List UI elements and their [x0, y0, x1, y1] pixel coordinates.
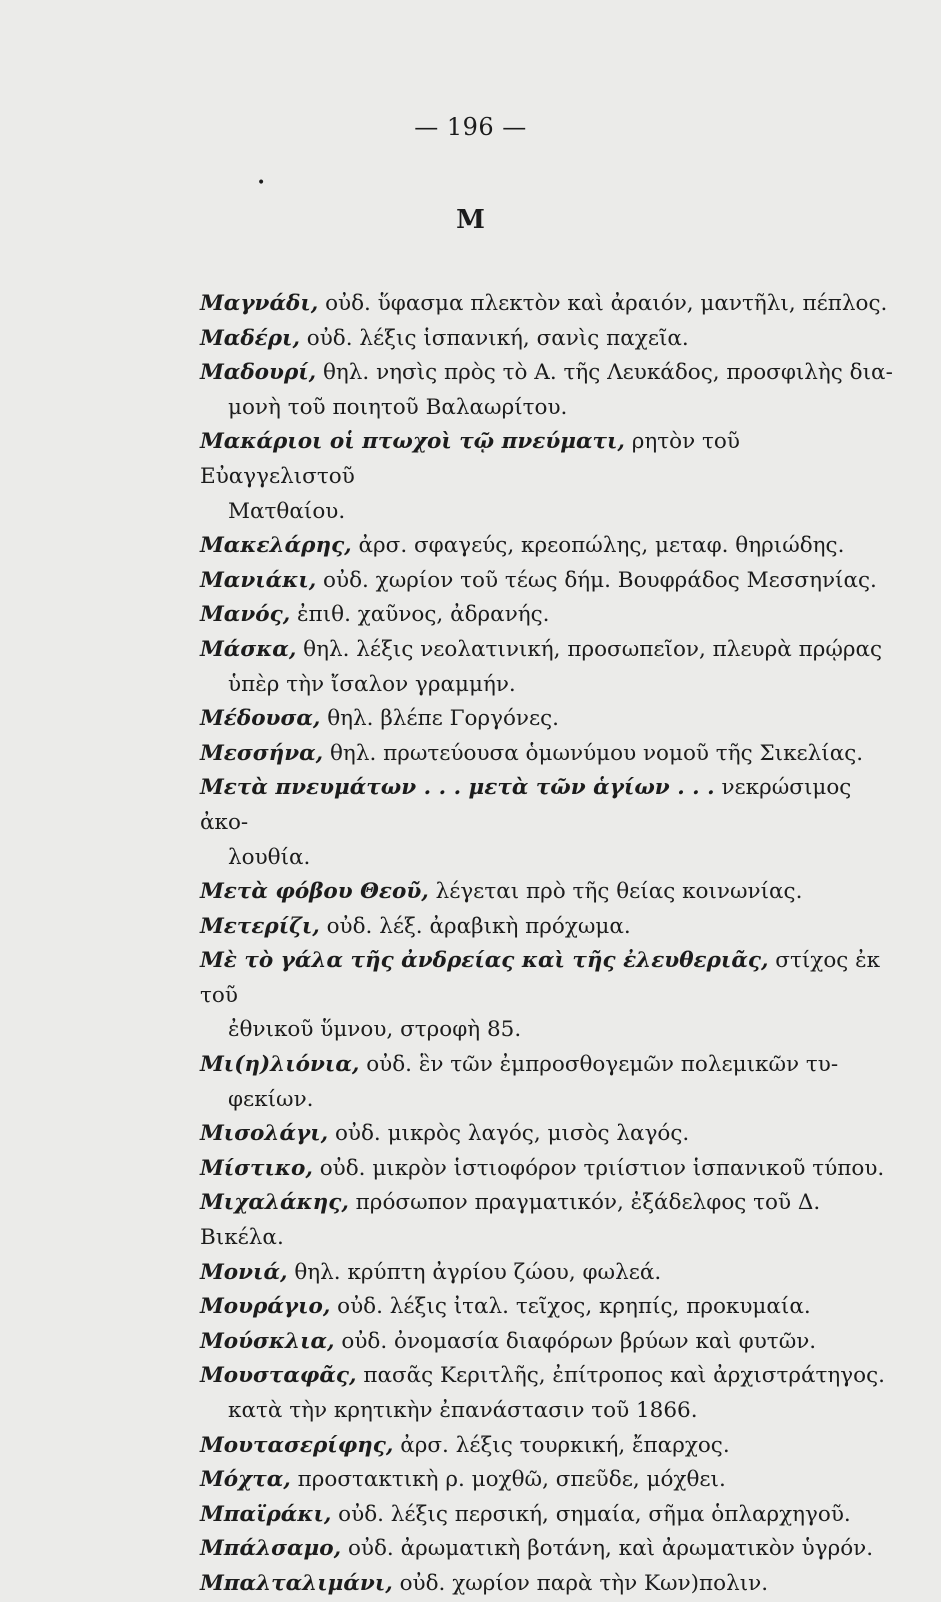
entry-headword: Μαδέρι, [200, 325, 300, 351]
glossary-entry [200, 1325, 900, 1360]
entry-continuation: ἐθνικοῦ ὕμνου, στροφὴ 85. [228, 1017, 522, 1043]
entry-definition: οὐδ. ὕφασμα πλεκτὸν καὶ ἀραιόν, μαντῆλι, πέπλος. [318, 291, 888, 316]
entry-definition: ἀρσ. σφαγεύς, κρεοπώλης, μεταφ. θηριώδης. [351, 533, 845, 559]
glossary-entry [200, 1567, 900, 1602]
entry-definition: οὐδ. χωρίον παρὰ τὴν Κων)πολιν. [392, 1570, 769, 1596]
entry-headword: Μεσσήνα, [200, 740, 324, 766]
entry-definition: θηλ. κρύπτη ἀγρίου ζώου, φωλεά. [287, 1259, 662, 1285]
entry-headword: Μετὰ φόβου Θεοῦ, [200, 879, 429, 905]
entry-definition: οὐδ. λέξις ἱσπανική, σανὶς παχεῖα. [299, 325, 689, 351]
entry-definition: οὐδ. ὀνομασία διαφόρων βρύων καὶ φυτῶν. [334, 1328, 817, 1354]
glossary-entry [200, 771, 900, 875]
entry-headword: Μουράγιο, [200, 1294, 331, 1320]
glossary-entry [200, 529, 900, 564]
entry-definition: οὐδ. χωρίον τοῦ τέως δήμ. Βουφράδος Μεσσηνίας. [316, 567, 877, 593]
entry-headword: Μακάριοι οἱ πτωχοὶ τῷ πνεύματι, [200, 429, 625, 455]
entry-definition: ἐπιθ. χαῦνος, ἀδρανής. [290, 602, 550, 628]
entry-headword: Μίστικο, [200, 1155, 313, 1181]
glossary-entry [200, 875, 900, 910]
glossary-entry [200, 1532, 900, 1567]
entry-definition: ρητὸν τοῦ Εὐαγγελιστοῦ [200, 429, 740, 489]
entry-definition: οὐδ. λέξ. ἀραβικὴ πρόχωμα. [319, 913, 631, 939]
entry-continuation: λουθία. [228, 844, 311, 870]
entry-headword: Μέδουσα, [200, 706, 321, 732]
entry-definition: οὐδ. ἀρωματικὴ βοτάνη, καὶ ἀρωματικὸν ὑγρόν. [341, 1536, 874, 1562]
glossary-entry [200, 1152, 900, 1187]
glossary-entry [200, 1498, 900, 1533]
entry-definition: πρόσωπον πραγματικόν, ἐξάδελφος τοῦ Δ. Βικέλα. [200, 1190, 821, 1251]
glossary-entry [200, 356, 900, 425]
glossary-entry [200, 1359, 900, 1428]
entry-headword: Μανιάκι, [200, 567, 317, 593]
entry-definition: νεκρώσιμος ἀκο- [200, 775, 852, 835]
entry-definition: οὐδ. λέξις ἰταλ. τεῖχος, κρηπίς, προκυμαία. [330, 1294, 811, 1320]
entry-headword: Μισολάγι, [200, 1121, 329, 1147]
entry-headword: Μετερίζι, [200, 913, 320, 939]
entry-headword: Μαγνάδι, [200, 291, 319, 316]
entry-headword: Μούσκλια, [200, 1328, 335, 1354]
entry-headword: Μάσκα, [200, 636, 297, 662]
glossary-entries [200, 287, 900, 1602]
entry-definition: οὐδ. ἓν τῶν ἐμπροσθογεμῶν πολεμικῶν τυ- [359, 1052, 839, 1078]
entry-headword: Μι(η)λιόνια, [200, 1052, 360, 1078]
glossary-entry [200, 1463, 900, 1498]
entry-definition: πασᾶς Κεριτλῆς, ἐπίτροπος καὶ ἀρχιστράτηγος. [356, 1363, 885, 1389]
glossary-entry [200, 910, 900, 945]
entry-definition: θηλ. πρωτεύουσα ὁμωνύμου νομοῦ τῆς Σικελίας. [323, 740, 864, 766]
entry-definition: θηλ. νησὶς πρὸς τὸ Α. τῆς Λευκάδος, προσφιλὴς δια- [316, 360, 893, 386]
entry-continuation: μονὴ τοῦ ποιητοῦ Βαλαωρίτου. [228, 394, 568, 420]
entry-continuation: κατὰ τὴν κρητικὴν ἐπανάστασιν τοῦ 1866. [228, 1398, 698, 1423]
glossary-entry [200, 1429, 900, 1464]
entry-headword: Μπαϊράκι, [200, 1501, 332, 1527]
section-letter: Μ [456, 205, 485, 235]
page-number: — 196 — [414, 113, 527, 141]
entry-definition: ἀρσ. λέξις τουρκική, ἔπαρχος. [393, 1432, 730, 1458]
entry-headword: Μουσταφᾶς, [200, 1363, 357, 1389]
entry-headword: Μπαλταλιμάνι, [200, 1570, 393, 1596]
glossary-entry [200, 287, 900, 322]
entry-headword: Μόχτα, [200, 1467, 291, 1493]
entry-headword: Μανός, [200, 602, 291, 628]
entry-definition: λέγεται πρὸ τῆς θείας κοινωνίας. [428, 879, 803, 905]
glossary-entry [200, 1256, 900, 1291]
glossary-entry [200, 702, 900, 737]
glossary-entry [200, 1290, 900, 1325]
stray-mark: • [257, 175, 266, 191]
entry-continuation: Ματθαίου. [228, 498, 346, 524]
glossary-entry [200, 1048, 900, 1117]
entry-continuation: φεκίων. [228, 1086, 314, 1112]
entry-headword: Μπάλσαμο, [200, 1536, 342, 1562]
entry-headword: Μαδουρί, [200, 360, 317, 386]
glossary-entry [200, 564, 900, 599]
entry-headword: Μὲ τὸ γάλα τῆς ἀνδρείας καὶ τῆς ἐλευθεριᾶς, [200, 948, 769, 974]
glossary-entry [200, 737, 900, 772]
glossary-entry [200, 598, 900, 633]
entry-headword: Μακελάρης, [200, 533, 352, 559]
entry-headword: Μουτασερίφης, [200, 1432, 394, 1458]
entry-definition: οὐδ. λέξις περσική, σημαία, σῆμα ὁπλαρχηγοῦ. [331, 1501, 851, 1527]
entry-definition: προστακτικὴ ρ. μοχθῶ, σπεῦδε, μόχθει. [290, 1467, 726, 1493]
entry-continuation: ὑπὲρ τὴν ἴσαλον γραμμήν. [228, 671, 516, 697]
entry-definition: οὐδ. μικρὸν ἱστιοφόρον τριίστιον ἱσπανικοῦ τύπου. [312, 1155, 885, 1181]
entry-definition: στίχος ἐκ τοῦ [200, 948, 881, 1008]
glossary-entry [200, 1186, 900, 1255]
entry-headword: Μιχαλάκης, [200, 1190, 349, 1216]
entry-definition: θηλ. λέξις νεολατινική, προσωπεῖον, πλευρὰ πρῴρας [296, 636, 883, 662]
glossary-entry [200, 1117, 900, 1152]
entry-definition: θηλ. βλέπε Γοργόνες. [320, 706, 559, 732]
entry-headword: Μετὰ πνευμάτων . . . μετὰ τῶν ἁγίων . . . [200, 775, 715, 801]
entry-definition: οὐδ. μικρὸς λαγός, μισὸς λαγός. [328, 1121, 690, 1147]
glossary-entry [200, 944, 900, 1048]
glossary-entry [200, 425, 900, 529]
entry-headword: Μονιά, [200, 1259, 288, 1285]
glossary-entry [200, 633, 900, 702]
glossary-entry [200, 322, 900, 357]
